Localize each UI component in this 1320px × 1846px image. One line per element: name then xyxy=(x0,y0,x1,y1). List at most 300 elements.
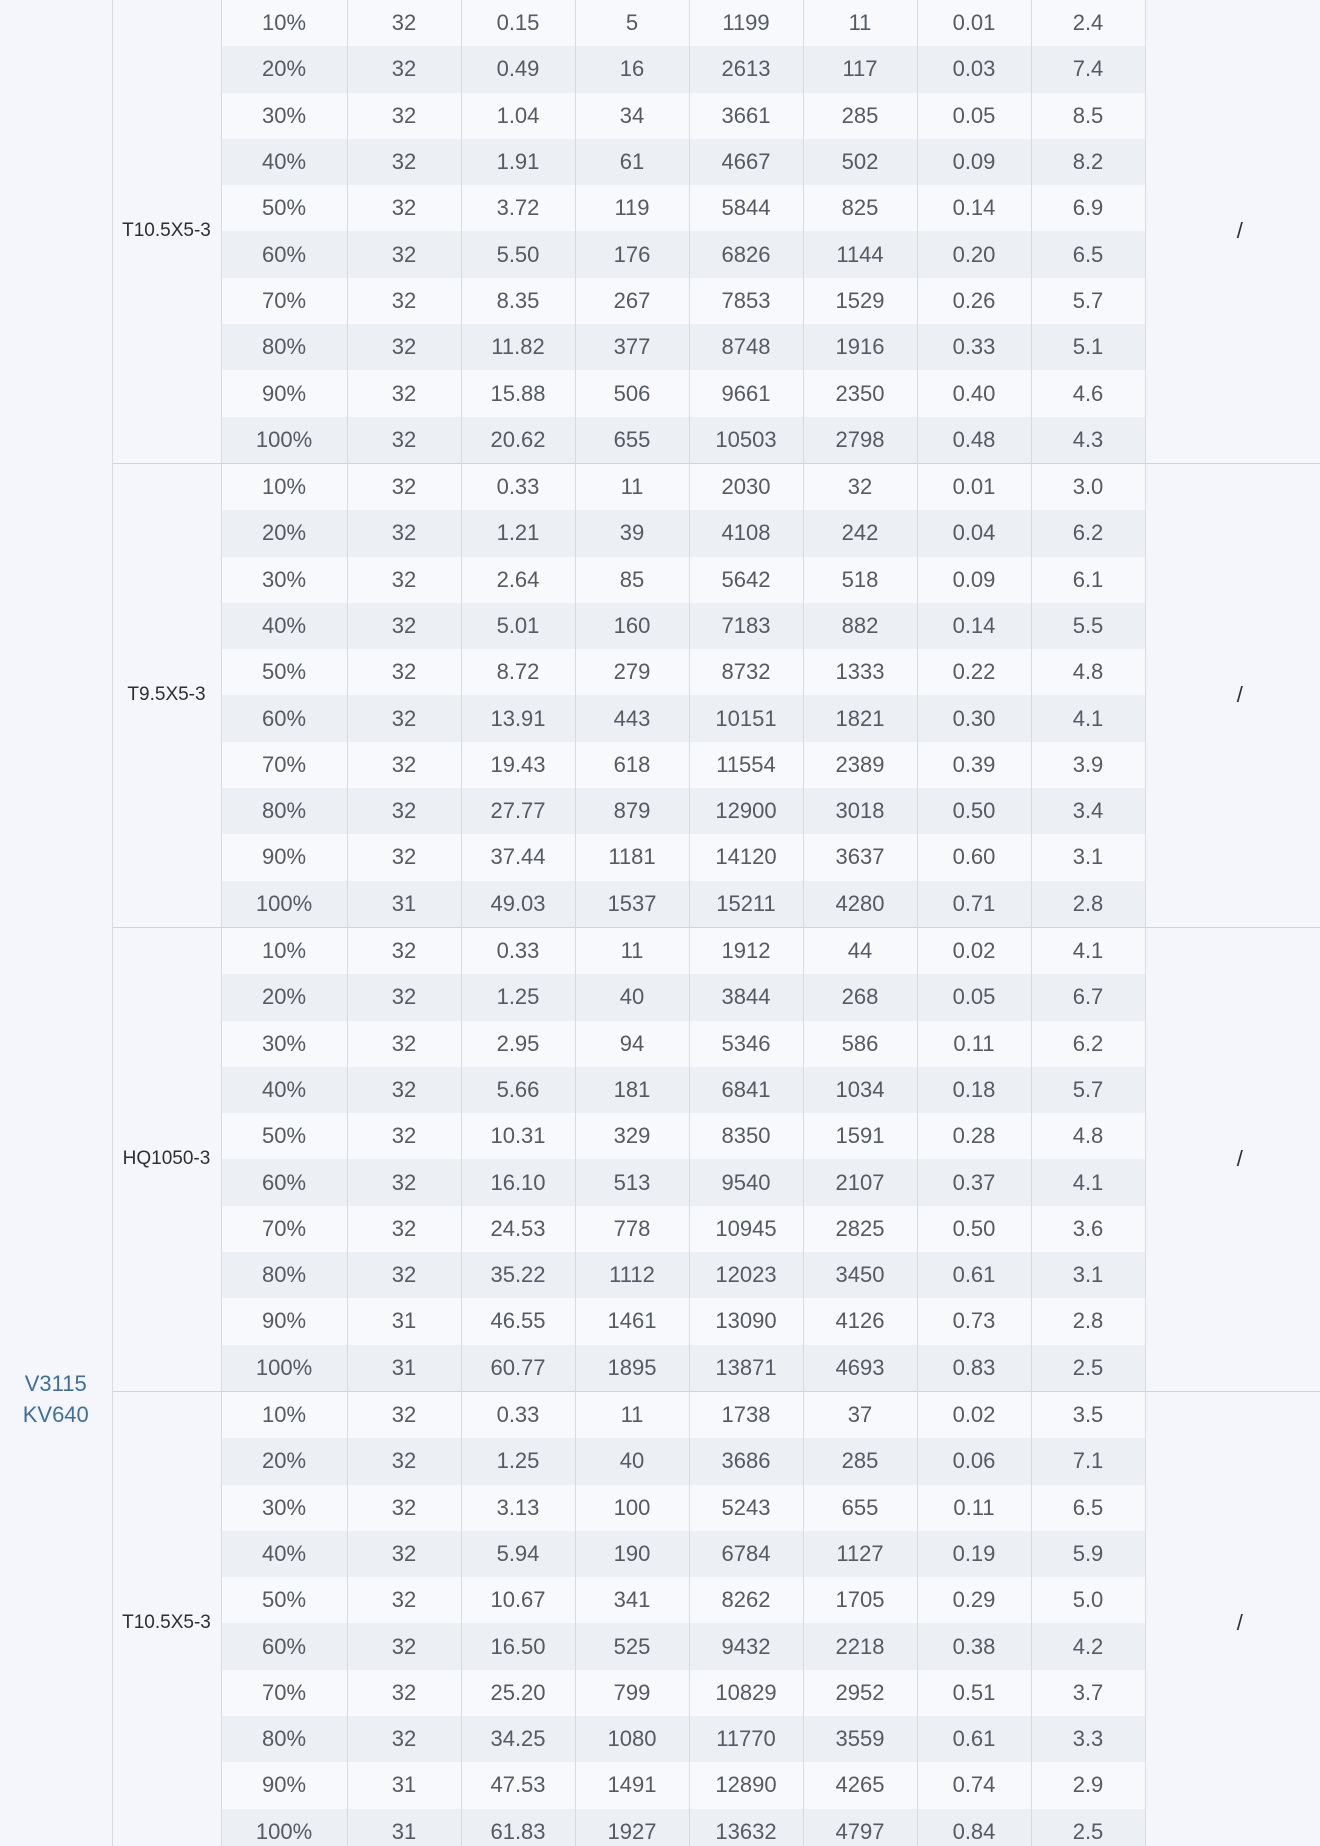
rpm-cell: 8350 xyxy=(689,1113,803,1159)
remark-cell: / xyxy=(1145,463,1320,927)
throttle-cell: 20% xyxy=(221,1438,347,1484)
remark-cell: / xyxy=(1145,1391,1320,1846)
torque-cell: 0.26 xyxy=(917,278,1031,324)
power-cell: 1461 xyxy=(575,1298,689,1344)
thrust-cell: 3018 xyxy=(803,788,917,834)
voltage-cell: 32 xyxy=(347,1577,461,1623)
rpm-cell: 12900 xyxy=(689,788,803,834)
voltage-cell: 32 xyxy=(347,1206,461,1252)
voltage-cell: 32 xyxy=(347,1623,461,1669)
efficiency-cell: 5.7 xyxy=(1031,278,1145,324)
thrust-cell: 518 xyxy=(803,557,917,603)
rpm-cell: 1738 xyxy=(689,1391,803,1438)
efficiency-cell: 2.8 xyxy=(1031,1298,1145,1344)
thrust-cell: 2107 xyxy=(803,1159,917,1205)
torque-cell: 0.22 xyxy=(917,649,1031,695)
current-cell: 5.66 xyxy=(461,1067,575,1113)
throttle-cell: 70% xyxy=(221,1670,347,1716)
efficiency-cell: 4.8 xyxy=(1031,649,1145,695)
power-cell: 160 xyxy=(575,603,689,649)
throttle-cell: 50% xyxy=(221,649,347,695)
voltage-cell: 32 xyxy=(347,463,461,510)
torque-cell: 0.38 xyxy=(917,1623,1031,1669)
voltage-cell: 32 xyxy=(347,1252,461,1298)
thrust-cell: 32 xyxy=(803,463,917,510)
efficiency-cell: 3.6 xyxy=(1031,1206,1145,1252)
throttle-cell: 10% xyxy=(221,1391,347,1438)
power-cell: 879 xyxy=(575,788,689,834)
rpm-cell: 1199 xyxy=(689,0,803,46)
rpm-cell: 8748 xyxy=(689,324,803,370)
thrust-cell: 1821 xyxy=(803,695,917,741)
thrust-cell: 1333 xyxy=(803,649,917,695)
propeller-cell: T10.5X5-3 xyxy=(112,1391,221,1846)
power-cell: 513 xyxy=(575,1159,689,1205)
power-cell: 1080 xyxy=(575,1716,689,1762)
rpm-cell: 10503 xyxy=(689,417,803,464)
efficiency-cell: 6.2 xyxy=(1031,1021,1145,1067)
power-cell: 94 xyxy=(575,1021,689,1067)
voltage-cell: 32 xyxy=(347,1485,461,1531)
throttle-cell: 80% xyxy=(221,1252,347,1298)
current-cell: 5.01 xyxy=(461,603,575,649)
efficiency-cell: 2.5 xyxy=(1031,1345,1145,1392)
table-row xyxy=(0,1391,1320,1438)
efficiency-cell: 5.0 xyxy=(1031,1577,1145,1623)
throttle-cell: 10% xyxy=(221,463,347,510)
voltage-cell: 32 xyxy=(347,834,461,880)
voltage-cell: 32 xyxy=(347,649,461,695)
power-cell: 279 xyxy=(575,649,689,695)
throttle-cell: 60% xyxy=(221,1623,347,1669)
efficiency-cell: 6.2 xyxy=(1031,510,1145,556)
torque-cell: 0.29 xyxy=(917,1577,1031,1623)
voltage-cell: 32 xyxy=(347,1716,461,1762)
thrust-cell: 1591 xyxy=(803,1113,917,1159)
voltage-cell: 32 xyxy=(347,185,461,231)
thrust-cell: 655 xyxy=(803,1485,917,1531)
voltage-cell: 32 xyxy=(347,324,461,370)
efficiency-cell: 5.1 xyxy=(1031,324,1145,370)
throttle-cell: 40% xyxy=(221,1531,347,1577)
voltage-cell: 32 xyxy=(347,1159,461,1205)
rpm-cell: 2030 xyxy=(689,463,803,510)
voltage-cell: 32 xyxy=(347,370,461,416)
current-cell: 20.62 xyxy=(461,417,575,464)
efficiency-cell: 8.2 xyxy=(1031,139,1145,185)
thrust-cell: 11 xyxy=(803,0,917,46)
torque-cell: 0.02 xyxy=(917,927,1031,974)
voltage-cell: 32 xyxy=(347,1067,461,1113)
voltage-cell: 32 xyxy=(347,695,461,741)
thrust-cell: 1916 xyxy=(803,324,917,370)
rpm-cell: 8732 xyxy=(689,649,803,695)
throttle-cell: 90% xyxy=(221,1762,347,1808)
current-cell: 8.35 xyxy=(461,278,575,324)
rpm-cell: 10151 xyxy=(689,695,803,741)
torque-cell: 0.39 xyxy=(917,742,1031,788)
power-cell: 778 xyxy=(575,1206,689,1252)
rpm-cell: 4108 xyxy=(689,510,803,556)
torque-cell: 0.74 xyxy=(917,1762,1031,1808)
throttle-cell: 10% xyxy=(221,0,347,46)
torque-cell: 0.04 xyxy=(917,510,1031,556)
rpm-cell: 5243 xyxy=(689,1485,803,1531)
torque-cell: 0.50 xyxy=(917,788,1031,834)
current-cell: 19.43 xyxy=(461,742,575,788)
torque-cell: 0.60 xyxy=(917,834,1031,880)
thrust-cell: 3450 xyxy=(803,1252,917,1298)
power-cell: 1112 xyxy=(575,1252,689,1298)
current-cell: 35.22 xyxy=(461,1252,575,1298)
torque-cell: 0.83 xyxy=(917,1345,1031,1392)
power-cell: 176 xyxy=(575,231,689,277)
rpm-cell: 13871 xyxy=(689,1345,803,1392)
voltage-cell: 32 xyxy=(347,974,461,1020)
current-cell: 1.25 xyxy=(461,974,575,1020)
throttle-cell: 90% xyxy=(221,834,347,880)
torque-cell: 0.05 xyxy=(917,93,1031,139)
efficiency-cell: 4.1 xyxy=(1031,1159,1145,1205)
current-cell: 10.31 xyxy=(461,1113,575,1159)
efficiency-cell: 6.7 xyxy=(1031,974,1145,1020)
voltage-cell: 32 xyxy=(347,46,461,92)
table-row xyxy=(0,0,1320,46)
throttle-cell: 30% xyxy=(221,1485,347,1531)
thrust-cell: 3559 xyxy=(803,1716,917,1762)
rpm-cell: 5642 xyxy=(689,557,803,603)
current-cell: 3.72 xyxy=(461,185,575,231)
voltage-cell: 32 xyxy=(347,557,461,603)
thrust-cell: 1127 xyxy=(803,1531,917,1577)
current-cell: 0.15 xyxy=(461,0,575,46)
efficiency-cell: 4.8 xyxy=(1031,1113,1145,1159)
remark-cell: / xyxy=(1145,0,1320,463)
motor-model-line: KV640 xyxy=(22,1402,89,1428)
torque-cell: 0.37 xyxy=(917,1159,1031,1205)
power-cell: 1537 xyxy=(575,881,689,928)
thrust-cell: 4265 xyxy=(803,1762,917,1808)
table-row xyxy=(0,463,1320,510)
current-cell: 0.33 xyxy=(461,463,575,510)
torque-cell: 0.09 xyxy=(917,139,1031,185)
efficiency-cell: 2.9 xyxy=(1031,1762,1145,1808)
throttle-cell: 20% xyxy=(221,974,347,1020)
voltage-cell: 31 xyxy=(347,1298,461,1344)
thrust-cell: 4280 xyxy=(803,881,917,928)
rpm-cell: 6841 xyxy=(689,1067,803,1113)
rpm-cell: 14120 xyxy=(689,834,803,880)
current-cell: 1.21 xyxy=(461,510,575,556)
rpm-cell: 6784 xyxy=(689,1531,803,1577)
current-cell: 49.03 xyxy=(461,881,575,928)
torque-cell: 0.02 xyxy=(917,1391,1031,1438)
throttle-cell: 80% xyxy=(221,1716,347,1762)
torque-cell: 0.71 xyxy=(917,881,1031,928)
throttle-cell: 70% xyxy=(221,742,347,788)
throttle-cell: 60% xyxy=(221,1159,347,1205)
rpm-cell: 4667 xyxy=(689,139,803,185)
power-cell: 190 xyxy=(575,1531,689,1577)
current-cell: 27.77 xyxy=(461,788,575,834)
current-cell: 13.91 xyxy=(461,695,575,741)
voltage-cell: 32 xyxy=(347,603,461,649)
power-cell: 443 xyxy=(575,695,689,741)
thrust-cell: 2350 xyxy=(803,370,917,416)
voltage-cell: 32 xyxy=(347,231,461,277)
thrust-cell: 2389 xyxy=(803,742,917,788)
power-cell: 61 xyxy=(575,139,689,185)
torque-cell: 0.03 xyxy=(917,46,1031,92)
efficiency-cell: 3.0 xyxy=(1031,463,1145,510)
current-cell: 34.25 xyxy=(461,1716,575,1762)
efficiency-cell: 5.5 xyxy=(1031,603,1145,649)
current-cell: 25.20 xyxy=(461,1670,575,1716)
rpm-cell: 3844 xyxy=(689,974,803,1020)
efficiency-cell: 3.1 xyxy=(1031,834,1145,880)
voltage-cell: 32 xyxy=(347,1438,461,1484)
rpm-cell: 9432 xyxy=(689,1623,803,1669)
throttle-cell: 20% xyxy=(221,510,347,556)
torque-cell: 0.61 xyxy=(917,1252,1031,1298)
power-cell: 181 xyxy=(575,1067,689,1113)
voltage-cell: 32 xyxy=(347,1113,461,1159)
current-cell: 46.55 xyxy=(461,1298,575,1344)
efficiency-cell: 3.1 xyxy=(1031,1252,1145,1298)
power-cell: 799 xyxy=(575,1670,689,1716)
power-cell: 1181 xyxy=(575,834,689,880)
voltage-cell: 32 xyxy=(347,1670,461,1716)
propeller-cell: T10.5X5-3 xyxy=(112,0,221,463)
propeller-cell: HQ1050-3 xyxy=(112,927,221,1391)
voltage-cell: 32 xyxy=(347,742,461,788)
thrust-cell: 268 xyxy=(803,974,917,1020)
motor-model-cell xyxy=(0,463,112,1846)
throttle-cell: 40% xyxy=(221,1067,347,1113)
throttle-cell: 40% xyxy=(221,139,347,185)
torque-cell: 0.61 xyxy=(917,1716,1031,1762)
throttle-cell: 80% xyxy=(221,788,347,834)
efficiency-cell: 5.9 xyxy=(1031,1531,1145,1577)
voltage-cell: 32 xyxy=(347,510,461,556)
torque-cell: 0.40 xyxy=(917,370,1031,416)
rpm-cell: 12890 xyxy=(689,1762,803,1808)
thrust-cell: 1529 xyxy=(803,278,917,324)
power-cell: 341 xyxy=(575,1577,689,1623)
power-cell: 119 xyxy=(575,185,689,231)
torque-cell: 0.11 xyxy=(917,1021,1031,1067)
throttle-cell: 30% xyxy=(221,557,347,603)
current-cell: 0.33 xyxy=(461,1391,575,1438)
thrust-cell: 1034 xyxy=(803,1067,917,1113)
rpm-cell: 11554 xyxy=(689,742,803,788)
rpm-cell: 5844 xyxy=(689,185,803,231)
power-cell: 100 xyxy=(575,1485,689,1531)
throttle-cell: 40% xyxy=(221,603,347,649)
torque-cell: 0.19 xyxy=(917,1531,1031,1577)
rpm-cell: 10829 xyxy=(689,1670,803,1716)
throttle-cell: 60% xyxy=(221,231,347,277)
thrust-cell: 586 xyxy=(803,1021,917,1067)
power-cell: 39 xyxy=(575,510,689,556)
rpm-cell: 15211 xyxy=(689,881,803,928)
thrust-cell: 2218 xyxy=(803,1623,917,1669)
power-cell: 40 xyxy=(575,974,689,1020)
throttle-cell: 60% xyxy=(221,695,347,741)
voltage-cell: 32 xyxy=(347,927,461,974)
throttle-cell: 100% xyxy=(221,1345,347,1392)
current-cell: 8.72 xyxy=(461,649,575,695)
torque-cell: 0.33 xyxy=(917,324,1031,370)
current-cell: 0.33 xyxy=(461,927,575,974)
efficiency-cell: 5.7 xyxy=(1031,1067,1145,1113)
torque-cell: 0.48 xyxy=(917,417,1031,464)
power-cell: 329 xyxy=(575,1113,689,1159)
torque-cell: 0.14 xyxy=(917,603,1031,649)
rpm-cell: 13632 xyxy=(689,1809,803,1846)
thrust-cell: 2952 xyxy=(803,1670,917,1716)
throttle-cell: 10% xyxy=(221,927,347,974)
throttle-cell: 20% xyxy=(221,46,347,92)
current-cell: 11.82 xyxy=(461,324,575,370)
thrust-cell: 285 xyxy=(803,1438,917,1484)
torque-cell: 0.20 xyxy=(917,231,1031,277)
torque-cell: 0.06 xyxy=(917,1438,1031,1484)
table-row xyxy=(0,927,1320,974)
thrust-cell: 285 xyxy=(803,93,917,139)
throttle-cell: 100% xyxy=(221,881,347,928)
current-cell: 24.53 xyxy=(461,1206,575,1252)
throttle-cell: 100% xyxy=(221,1809,347,1846)
voltage-cell: 32 xyxy=(347,788,461,834)
efficiency-cell: 3.5 xyxy=(1031,1391,1145,1438)
efficiency-cell: 4.1 xyxy=(1031,927,1145,974)
rpm-cell: 13090 xyxy=(689,1298,803,1344)
power-cell: 1491 xyxy=(575,1762,689,1808)
rpm-cell: 8262 xyxy=(689,1577,803,1623)
power-cell: 11 xyxy=(575,927,689,974)
current-cell: 61.83 xyxy=(461,1809,575,1846)
efficiency-cell: 3.4 xyxy=(1031,788,1145,834)
efficiency-cell: 2.4 xyxy=(1031,0,1145,46)
voltage-cell: 32 xyxy=(347,93,461,139)
torque-cell: 0.30 xyxy=(917,695,1031,741)
throttle-cell: 100% xyxy=(221,417,347,464)
thrust-cell: 4126 xyxy=(803,1298,917,1344)
throttle-cell: 80% xyxy=(221,324,347,370)
current-cell: 1.04 xyxy=(461,93,575,139)
thrust-cell: 242 xyxy=(803,510,917,556)
current-cell: 5.50 xyxy=(461,231,575,277)
power-cell: 267 xyxy=(575,278,689,324)
current-cell: 16.10 xyxy=(461,1159,575,1205)
current-cell: 37.44 xyxy=(461,834,575,880)
throttle-cell: 50% xyxy=(221,1577,347,1623)
efficiency-cell: 7.1 xyxy=(1031,1438,1145,1484)
power-cell: 85 xyxy=(575,557,689,603)
rpm-cell: 10945 xyxy=(689,1206,803,1252)
motor-model-line: V3115 xyxy=(24,1371,87,1397)
throttle-cell: 30% xyxy=(221,93,347,139)
efficiency-cell: 6.9 xyxy=(1031,185,1145,231)
efficiency-cell: 8.5 xyxy=(1031,93,1145,139)
throttle-cell: 90% xyxy=(221,1298,347,1344)
thrust-cell: 825 xyxy=(803,185,917,231)
efficiency-cell: 2.5 xyxy=(1031,1809,1145,1846)
power-cell: 5 xyxy=(575,0,689,46)
voltage-cell: 32 xyxy=(347,0,461,46)
thrust-cell: 2825 xyxy=(803,1206,917,1252)
thrust-cell: 4797 xyxy=(803,1809,917,1846)
efficiency-cell: 4.6 xyxy=(1031,370,1145,416)
throttle-cell: 30% xyxy=(221,1021,347,1067)
torque-cell: 0.11 xyxy=(917,1485,1031,1531)
thrust-cell: 502 xyxy=(803,139,917,185)
rpm-cell: 9661 xyxy=(689,370,803,416)
efficiency-cell: 4.3 xyxy=(1031,417,1145,464)
torque-cell: 0.73 xyxy=(917,1298,1031,1344)
propeller-cell: T9.5X5-3 xyxy=(112,463,221,927)
torque-cell: 0.01 xyxy=(917,0,1031,46)
power-cell: 1927 xyxy=(575,1809,689,1846)
efficiency-cell: 6.1 xyxy=(1031,557,1145,603)
rpm-cell: 7853 xyxy=(689,278,803,324)
remark-cell: / xyxy=(1145,927,1320,1391)
current-cell: 15.88 xyxy=(461,370,575,416)
torque-cell: 0.01 xyxy=(917,463,1031,510)
throttle-cell: 50% xyxy=(221,185,347,231)
torque-cell: 0.05 xyxy=(917,974,1031,1020)
voltage-cell: 32 xyxy=(347,139,461,185)
power-cell: 655 xyxy=(575,417,689,464)
power-cell: 377 xyxy=(575,324,689,370)
throttle-cell: 70% xyxy=(221,1206,347,1252)
thrust-cell: 1705 xyxy=(803,1577,917,1623)
torque-cell: 0.28 xyxy=(917,1113,1031,1159)
power-cell: 40 xyxy=(575,1438,689,1484)
power-cell: 16 xyxy=(575,46,689,92)
throttle-cell: 70% xyxy=(221,278,347,324)
torque-cell: 0.09 xyxy=(917,557,1031,603)
rpm-cell: 11770 xyxy=(689,1716,803,1762)
rpm-cell: 9540 xyxy=(689,1159,803,1205)
current-cell: 47.53 xyxy=(461,1762,575,1808)
power-cell: 1895 xyxy=(575,1345,689,1392)
efficiency-cell: 6.5 xyxy=(1031,231,1145,277)
thrust-cell: 37 xyxy=(803,1391,917,1438)
current-cell: 2.64 xyxy=(461,557,575,603)
voltage-cell: 32 xyxy=(347,278,461,324)
voltage-cell: 31 xyxy=(347,1809,461,1846)
efficiency-cell: 7.4 xyxy=(1031,46,1145,92)
current-cell: 2.95 xyxy=(461,1021,575,1067)
efficiency-cell: 4.1 xyxy=(1031,695,1145,741)
efficiency-cell: 2.8 xyxy=(1031,881,1145,928)
thrust-cell: 44 xyxy=(803,927,917,974)
thrust-cell: 2798 xyxy=(803,417,917,464)
throttle-cell: 50% xyxy=(221,1113,347,1159)
thrust-cell: 3637 xyxy=(803,834,917,880)
torque-cell: 0.50 xyxy=(917,1206,1031,1252)
rpm-cell: 1912 xyxy=(689,927,803,974)
voltage-cell: 32 xyxy=(347,1391,461,1438)
thrust-cell: 882 xyxy=(803,603,917,649)
voltage-cell: 32 xyxy=(347,417,461,464)
throttle-cell: 90% xyxy=(221,370,347,416)
power-cell: 618 xyxy=(575,742,689,788)
power-cell: 525 xyxy=(575,1623,689,1669)
current-cell: 0.49 xyxy=(461,46,575,92)
